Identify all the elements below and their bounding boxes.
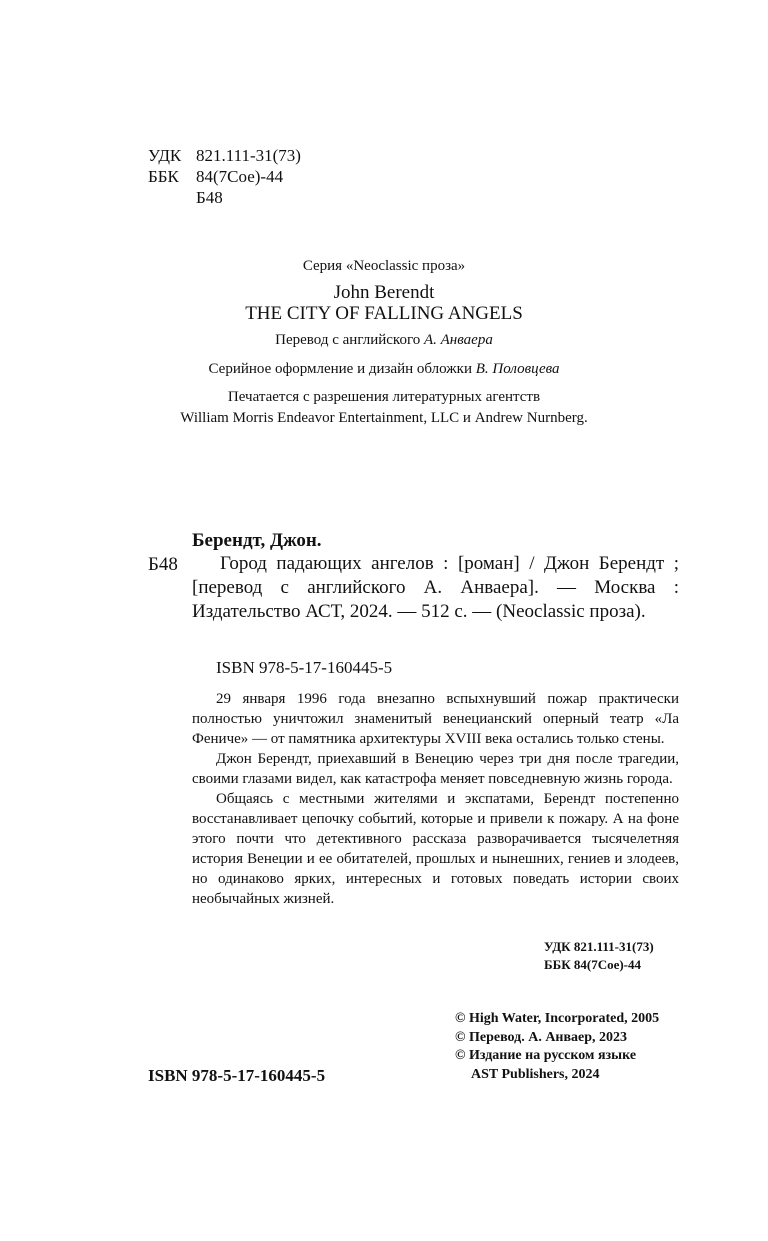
original-author: John Berendt <box>333 282 435 303</box>
footer-bbk: ББК 84(7Сое)-44 <box>544 957 642 972</box>
designer-name: В. Половцева <box>475 361 560 377</box>
annotation <box>192 689 679 909</box>
copyright-line: © Перевод. А. Анваер, 2023 <box>455 1030 628 1045</box>
footer-udk: УДК 821.111-31(73) <box>544 939 654 954</box>
copyright-line: © High Water, Incorporated, 2005 <box>455 1011 660 1026</box>
bibliographic-author-heading: Берендт, Джон. <box>192 530 322 551</box>
series-line: Серия «Neoclassic проза» <box>302 258 466 274</box>
bibliographic-description: Город падающих ангелов : [роман] / Джон Берендт ; [перевод с английского А. Анваера]. — Москва : Издательство АСТ, 2024. — 512 с. — (Neoclassic проза). <box>192 553 679 622</box>
annotation-paragraph: Общаясь с местными жителями и экспатами, Берендт постепенно восстанавливает цепочку событий, которые и привели к пожару. А на фоне этого почти что детективного рассказа разворачивается тысячелетняя история Венеции и ее обитателей, прошлых и нынешних, гениев и злодеев, но одинаково ярких, интересных и готовых поведать истории своих необычайных жизней. <box>192 791 679 907</box>
translation-prefix: Перевод с английского <box>275 332 424 348</box>
author-mark: Б48 <box>148 554 178 575</box>
author-mark-top: Б48 <box>196 188 223 207</box>
isbn-record: ISBN 978-5-17-160445-5 <box>216 658 393 677</box>
permission-line-1: Печатается с разрешения литературных агентств <box>227 389 541 405</box>
original-title: THE CITY OF FALLING ANGELS <box>245 303 523 324</box>
bbk-label: ББК <box>148 167 179 186</box>
bbk-code <box>148 168 283 185</box>
udk-label: УДК <box>148 146 182 165</box>
copyright-line: © Издание на русском языке <box>455 1048 637 1063</box>
design-credit <box>0 362 768 377</box>
annotation-paragraph: Джон Берендт, приехавший в Венецию через три дня после трагедии, своими глазами видел, как катастрофа меняет повседневную жизнь города. <box>192 751 679 787</box>
bbk-value: 84(7Сое)-44 <box>196 167 284 186</box>
translator-name: А. Анваера <box>423 332 493 348</box>
isbn-bottom: ISBN 978-5-17-160445-5 <box>148 1066 326 1085</box>
udk-code <box>148 147 301 164</box>
design-prefix: Серийное оформление и дизайн обложки <box>208 361 476 377</box>
translation-credit <box>0 333 768 348</box>
copyright-line: AST Publishers, 2024 <box>471 1067 600 1082</box>
udk-value: 821.111-31(73) <box>196 146 301 165</box>
annotation-paragraph: 29 января 1996 года внезапно вспыхнувший пожар практически полностью уничтожил знаменитый венецианский оперный театр «Ла Фениче» — от памятника архитектуры XVIII века остались только стены. <box>192 691 679 747</box>
permission-line-2: William Morris Endeavor Entertainment, LLC и Andrew Nurnberg. <box>180 410 588 426</box>
